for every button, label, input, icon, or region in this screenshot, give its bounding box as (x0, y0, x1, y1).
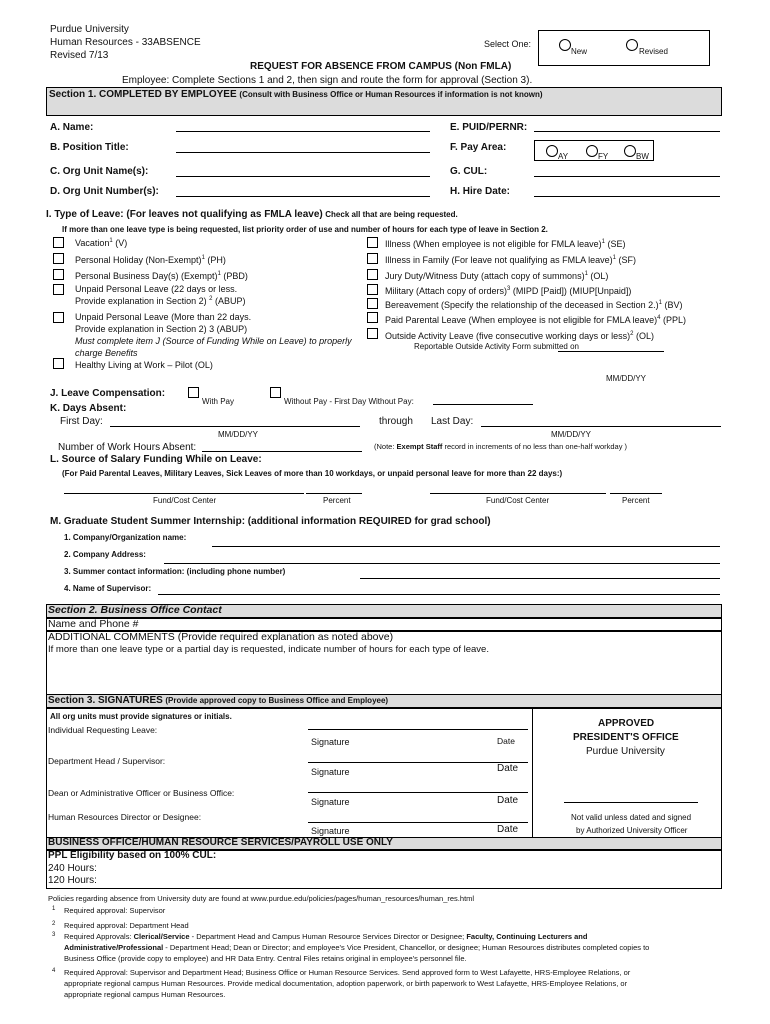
leave-type-title: I. Type of Leave: (For leaves not qualifying as FMLA leave) Check all that are being requested. (46, 209, 458, 220)
select-one-label: Select One: (484, 39, 532, 49)
through-label: through (379, 416, 413, 427)
company-address-label: 2. Company Address: (64, 550, 146, 559)
last-day-label: Last Day: (431, 416, 474, 427)
instruction: Employee: Complete Sections 1 and 2, then sign and route the form for approval (Section 3). (122, 75, 533, 86)
section1-title: Section 1. COMPLETED BY EMPLOYEE (Consult with Business Office or Human Resources if information is not known) (49, 89, 543, 100)
holiday-checkbox[interactable] (53, 253, 64, 264)
military-checkbox[interactable] (367, 284, 378, 295)
summer-contact-label: 3. Summer contact information: (including phone number) (64, 567, 286, 576)
pay-fy-radio[interactable] (586, 145, 598, 157)
last-day-field[interactable] (481, 426, 721, 427)
org-unit-name-label: C. Org Unit Name(s): (50, 166, 149, 177)
cul-field[interactable] (534, 176, 720, 177)
individual-signature-field[interactable] (308, 729, 528, 730)
position-label: B. Position Title: (50, 142, 129, 153)
note3-number: 3 (52, 932, 56, 938)
hr-signature-label: Signature (311, 826, 350, 836)
leave-type-subtitle: If more than one leave type is being requested, list priority order of use and number of hours for each type of leave in Section 2. (62, 225, 548, 234)
outside-activity-label: Outside Activity Leave (five consecutive working days or less)$^2$ (OL) (385, 331, 654, 341)
pbd-label: Personal Business Day(s) (Exempt)$^1$ (PBD) (75, 271, 248, 281)
comments-subtitle: If more than one leave type or a partial day is requested, indicate number of hours for each type of leave. (48, 644, 489, 655)
holiday-label: Personal Holiday (Non-Exempt)$^1$ (PH) (75, 255, 226, 265)
new-radio[interactable] (559, 39, 571, 51)
exempt-note: (Note: Exempt Staff record in increments of no less than one-half workday ) (374, 442, 628, 451)
dept-head-label: Department Head / Supervisor: (48, 756, 166, 766)
dean-date-label: Date (497, 795, 519, 806)
note3-line3: Business Office (provide copy to employee) and HR Data Entry. Central Files retains original in employee's personnel file. (64, 954, 467, 963)
vacation-checkbox[interactable] (53, 237, 64, 248)
abup-long-line1: Unpaid Personal Leave (More than 22 days. (75, 312, 252, 322)
illness-label: Illness (When employee is not eligible for FMLA leave)$^1$ (SE) (385, 239, 626, 249)
section2-title: Section 2. Business Office Contact (48, 604, 222, 616)
ppl-eligibility-label: PPL Eligibility based on 100% CUL: (48, 850, 217, 861)
new-label: New (571, 47, 588, 56)
note1-number: 1 (52, 906, 56, 912)
supervisor-field[interactable] (158, 594, 720, 595)
hours-240-label[interactable]: 240 Hours: (48, 863, 97, 874)
abup-short-line1: Unpaid Personal Leave (22 days or less. (75, 284, 238, 294)
purdue-label: Purdue University (586, 746, 665, 757)
authorized-officer-note: by Authorized University Officer (576, 826, 688, 835)
note4-line2: appropriate regional campus Human Resources. Provide medical documentation, adoption paperwork, or birth paperwork to West Lafayette, HRS-Employee Relations, or (64, 979, 628, 988)
individual-label: Individual Requesting Leave: (48, 725, 158, 735)
fund-cost-center-1-label: Fund/Cost Center (153, 496, 217, 505)
org-unit-number-field[interactable] (176, 196, 430, 197)
puid-label: E. PUID/PERNR: (450, 122, 528, 133)
note2-number: 2 (52, 921, 56, 927)
org-unit-number-label: D. Org Unit Number(s): (50, 186, 159, 197)
org-name: Purdue University (50, 24, 129, 35)
illness-family-checkbox[interactable] (367, 253, 378, 264)
salary-funding-label: L. Source of Salary Funding While on Leave: (50, 454, 262, 465)
without-pay-label: Without Pay - First Day Without Pay: (284, 397, 414, 406)
note3-line1: Required Approvals: Clerical/Service - Department Head and Campus Human Resource Services Director or Designee; Faculty, Continuing Lecturers and (64, 932, 588, 941)
revised-label: Revised (639, 47, 668, 56)
note3-line2: Administrative/Professional - Department Head; Dean or Director; and employee's Vice President, Chancellor, or designee; Human Resources distributes completed copies to (64, 943, 650, 952)
cul-label: G. CUL: (450, 166, 488, 177)
note2: Required approval: Department Head (64, 921, 189, 930)
comments-label: ADDITIONAL COMMENTS (Provide required explanation as noted above) (48, 631, 394, 643)
fund-cost-center-2-field[interactable] (430, 493, 606, 494)
military-label: Military (Attach copy of orders)$^3$ (MIPD [Paid]) (MIUP[Unpaid]) (385, 286, 632, 296)
name-label: A. Name: (50, 122, 94, 133)
with-pay-checkbox[interactable] (188, 387, 199, 398)
abup-long-line4: charge Benefits (75, 348, 138, 358)
approval-signature-field[interactable] (564, 802, 698, 803)
all-units-note: All org units must provide signatures or initials. (50, 712, 232, 721)
parental-leave-checkbox[interactable] (367, 312, 378, 323)
dean-signature-field[interactable] (308, 792, 528, 793)
percent-1-label: Percent (323, 496, 351, 505)
dept-name: Human Resources - 33ABSENCE (50, 37, 201, 48)
dean-signature-label: Signature (311, 797, 350, 807)
dept-head-date-label: Date (497, 763, 519, 774)
parental-leave-label: Paid Parental Leave (When employee is not eligible for FMLA leave)$^4$ (PPL) (385, 315, 687, 325)
first-day-label: First Day: (60, 416, 103, 427)
summer-contact-field[interactable] (360, 578, 720, 579)
bereavement-label: Bereavement (Specify the relationship of the deceased in Section 2.)$^1$ (BV) (385, 300, 683, 310)
pay-ay-label: AY (558, 152, 569, 161)
without-pay-checkbox[interactable] (270, 387, 281, 398)
revision-date: Revised 7/13 (50, 50, 109, 61)
presidents-office-label: PRESIDENT'S OFFICE (573, 732, 679, 743)
not-valid-note: Not valid unless dated and signed (571, 813, 692, 822)
individual-signature-label: Signature (311, 737, 350, 747)
abup-long-line2: Provide explanation in Section 2) 3 (ABUP) (75, 324, 248, 334)
abup-short-line2: Provide explanation in Section 2) $^2$ (ABUP) (75, 296, 246, 306)
policies-note: Policies regarding absence from University duty are found at www.purdue.edu/policies/pages/human_resources/human_res.html (48, 894, 475, 903)
dean-label: Dean or Administrative Officer or Business Office: (48, 788, 235, 798)
jury-duty-label: Jury Duty/Witness Duty (attach copy of summons)$^1$ (OL) (385, 271, 609, 281)
hr-signature-field[interactable] (308, 822, 528, 823)
abup-short-checkbox[interactable] (53, 284, 64, 295)
bereavement-checkbox[interactable] (367, 298, 378, 309)
illness-family-label: Illness in Family (For leave not qualifying as FMLA leave)$^1$ (SF) (385, 255, 636, 265)
percent-2-label: Percent (622, 496, 650, 505)
company-address-field[interactable] (164, 563, 720, 564)
pay-area-label: F. Pay Area: (450, 142, 507, 153)
reportable-date-field[interactable] (558, 351, 664, 352)
fund-cost-center-1-field[interactable] (64, 493, 304, 494)
hr-date-label: Date (497, 824, 519, 835)
hire-date-field[interactable] (534, 196, 720, 197)
dept-head-signature-label: Signature (311, 767, 350, 777)
name-field[interactable] (176, 131, 430, 132)
percent-2-field[interactable] (610, 493, 662, 494)
with-pay-label: With Pay (202, 397, 235, 406)
reportable-date-format: MM/DD/YY (606, 374, 646, 383)
company-name-label: 1. Company/Organization name: (64, 533, 187, 542)
note4-number: 4 (52, 968, 56, 974)
note4-line3: appropriate regional campus Human Resources. (64, 990, 226, 999)
outside-activity-checkbox[interactable] (367, 328, 378, 339)
note4-line1: Required Approval: Supervisor and Department Head; Business Office or Human Resource Services. Send approved form to West Lafayette, HRS-Employee Relations, or (64, 968, 631, 977)
office-use-title: BUSINESS OFFICE/HUMAN RESOURCE SERVICES/PAYROLL USE ONLY (48, 837, 393, 848)
hire-date-label: H. Hire Date: (450, 186, 511, 197)
section3-title: Section 3. SIGNATURES (Provide approved copy to Business Office and Employee) (48, 695, 389, 706)
first-day-field[interactable] (110, 426, 360, 427)
pay-fy-label: FY (598, 152, 609, 161)
abup-long-line3: Must complete item J (Source of Funding While on Leave) to properly (75, 336, 352, 346)
healthy-living-label: Healthy Living at Work – Pilot (OL) (75, 360, 213, 370)
first-day-without-pay-field[interactable] (433, 404, 533, 405)
pay-bw-label: BW (636, 152, 649, 161)
pay-ay-radio[interactable] (546, 145, 558, 157)
internship-title: M. Graduate Student Summer Internship: (additional information REQUIRED for grad school) (50, 516, 491, 527)
approved-label: APPROVED (598, 718, 655, 729)
jury-duty-checkbox[interactable] (367, 269, 378, 280)
illness-checkbox[interactable] (367, 237, 378, 248)
puid-field[interactable] (534, 131, 720, 132)
company-name-field[interactable] (212, 546, 720, 547)
note1: Required approval: Supervisor (64, 906, 166, 915)
work-hours-field[interactable] (202, 451, 362, 452)
dept-head-signature-field[interactable] (308, 762, 528, 763)
reportable-label: Reportable Outside Activity Form submitted on (414, 342, 579, 351)
vacation-label: Vacation$^1$ (V) (75, 238, 128, 248)
position-field[interactable] (176, 152, 430, 153)
form-title: REQUEST FOR ABSENCE FROM CAMPUS (Non FMLA) (250, 61, 512, 72)
leave-compensation-label: J. Leave Compensation: (50, 388, 166, 399)
individual-date-label: Date (497, 736, 515, 746)
work-hours-label: Number of Work Hours Absent: (58, 442, 197, 453)
last-day-format: MM/DD/YY (551, 430, 591, 439)
healthy-living-checkbox[interactable] (53, 358, 64, 369)
percent-1-field[interactable] (306, 493, 362, 494)
supervisor-label: 4. Name of Supervisor: (64, 584, 152, 593)
hr-label: Human Resources Director or Designee: (48, 812, 202, 822)
first-day-format: MM/DD/YY (218, 430, 258, 439)
hours-120-label[interactable]: 120 Hours: (48, 875, 97, 886)
salary-funding-subtitle: (For Paid Parental Leaves, Military Leaves, Sick Leaves of more than 10 workdays, or unpaid personal leave for more than 22 days:) (62, 469, 563, 478)
name-phone-label: Name and Phone # (48, 618, 139, 630)
revised-radio[interactable] (626, 39, 638, 51)
org-unit-name-field[interactable] (176, 176, 430, 177)
abup-long-checkbox[interactable] (53, 312, 64, 323)
pay-bw-radio[interactable] (624, 145, 636, 157)
fund-cost-center-2-label: Fund/Cost Center (486, 496, 550, 505)
pbd-checkbox[interactable] (53, 269, 64, 280)
days-absent-label: K. Days Absent: (50, 403, 127, 414)
